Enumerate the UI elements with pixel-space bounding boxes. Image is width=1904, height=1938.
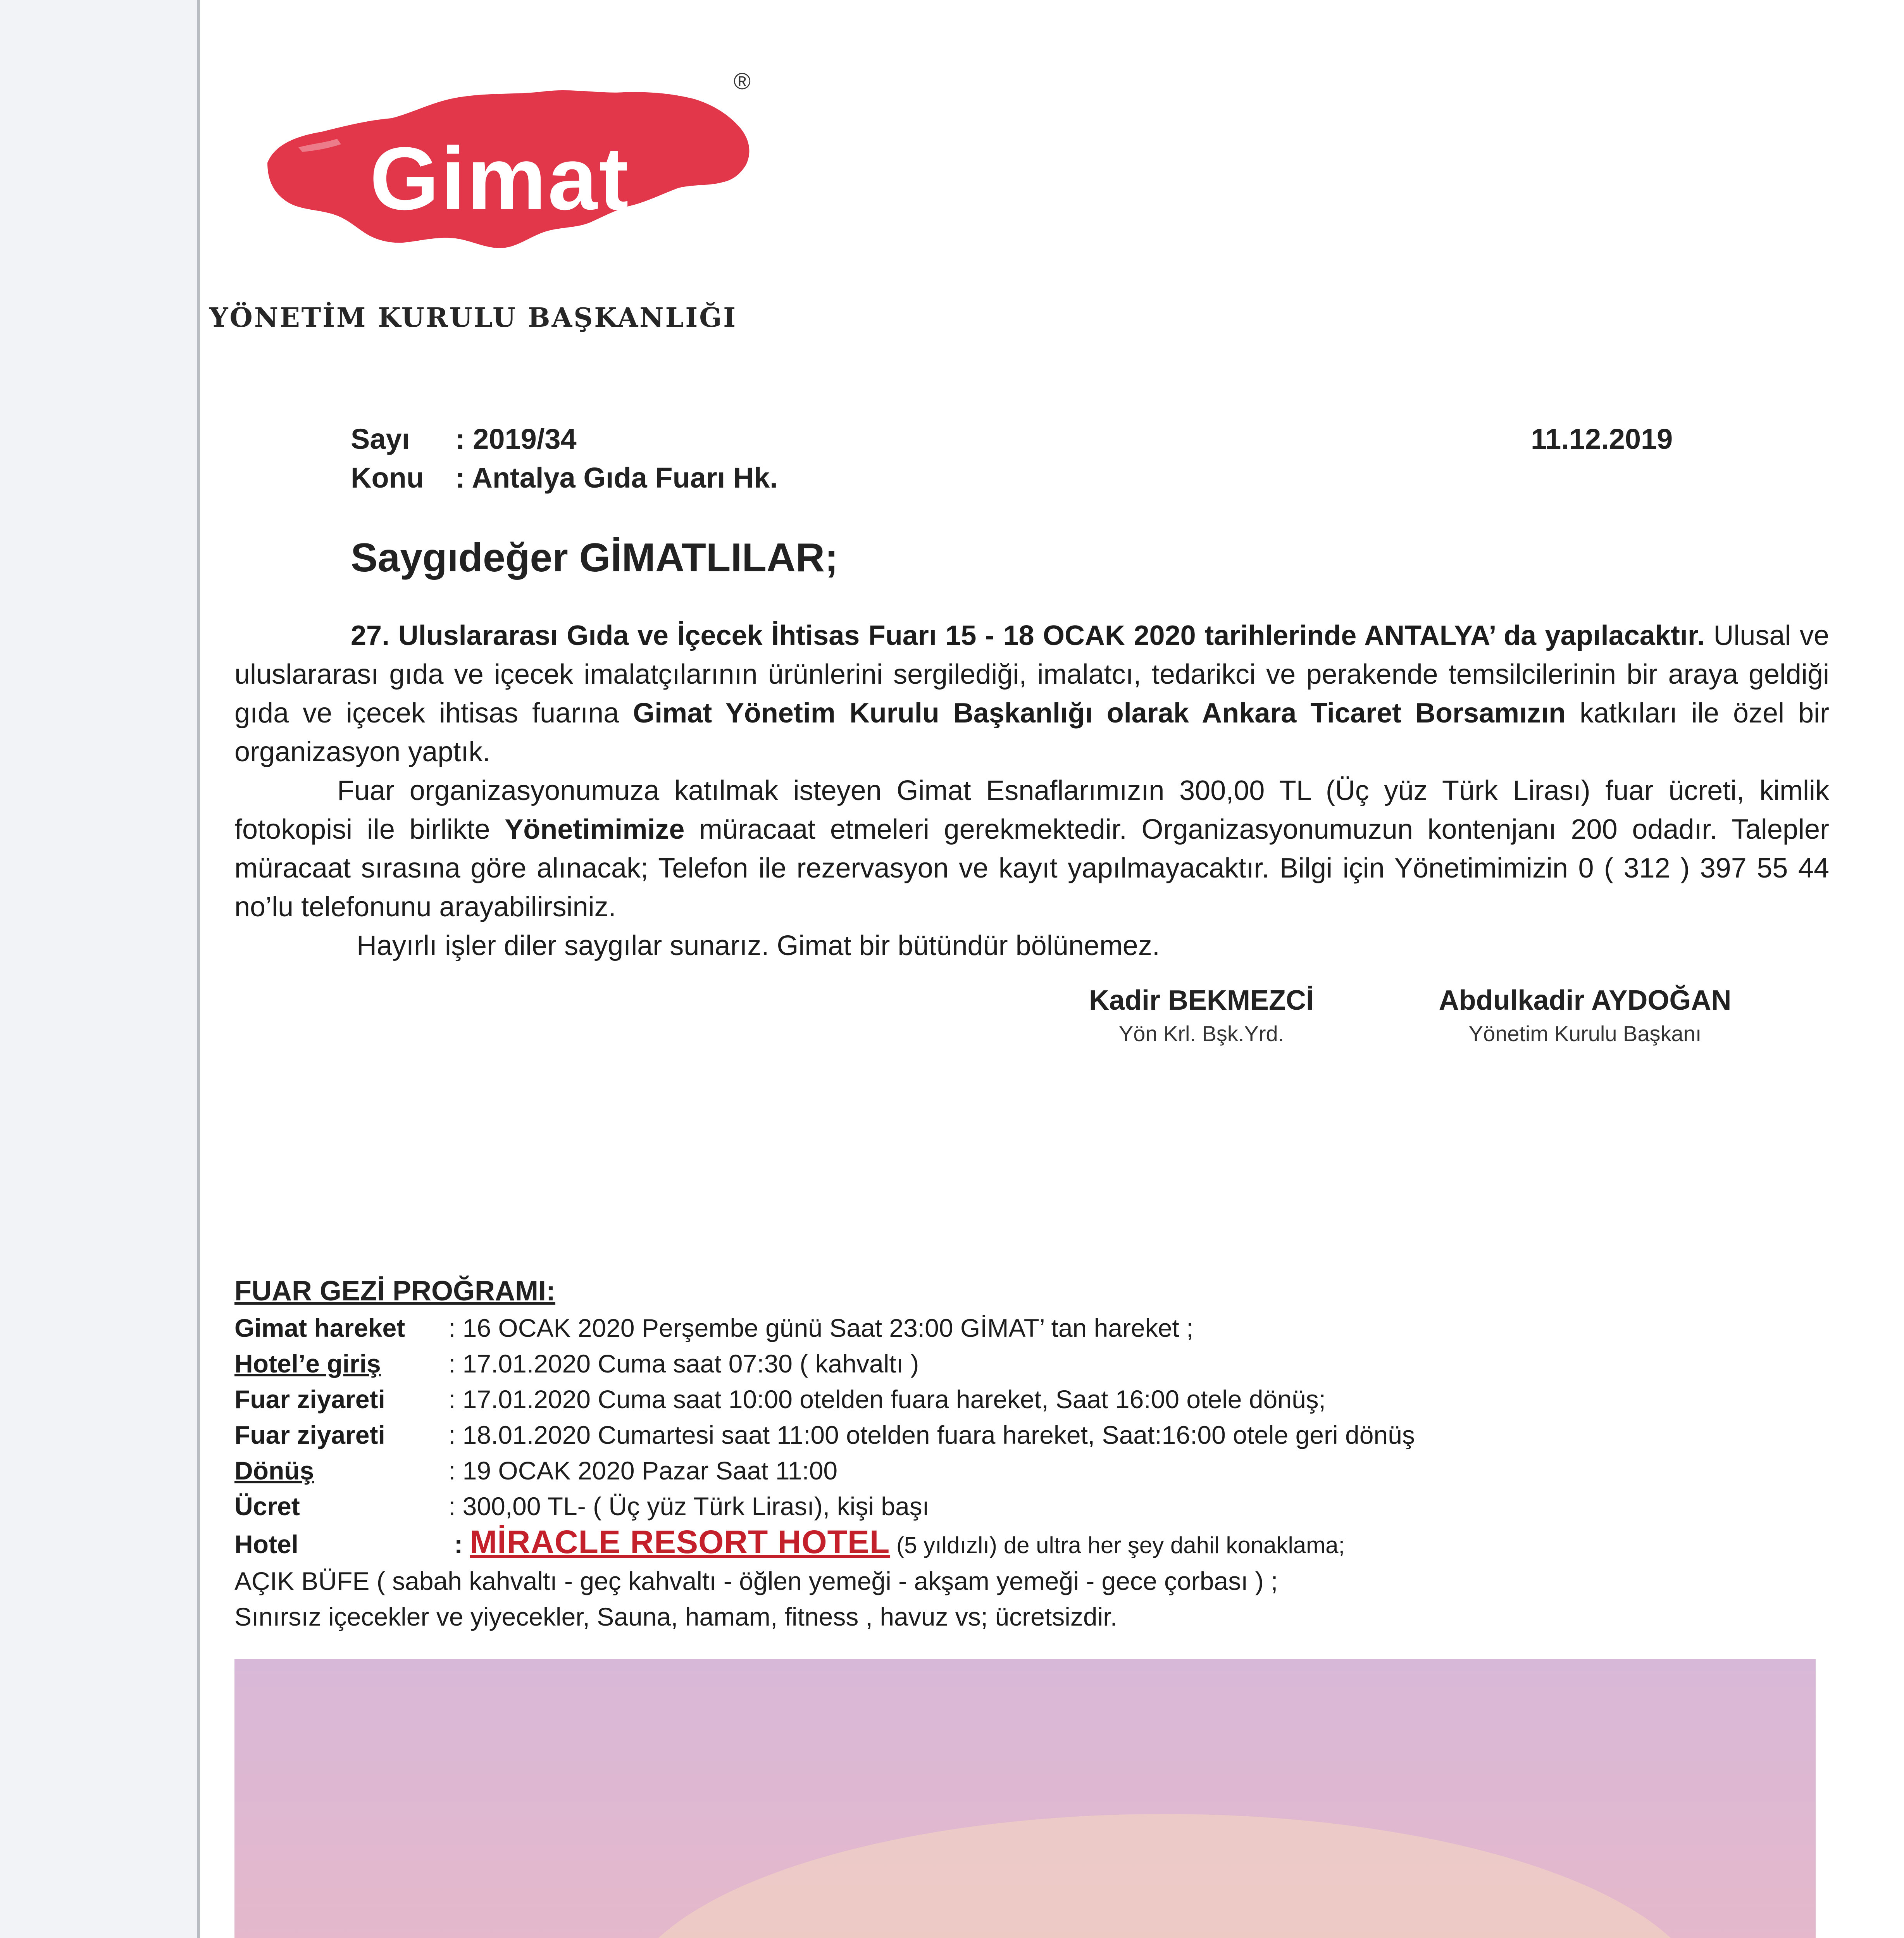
signature-name: Abdulkadir AYDOĞAN <box>1439 985 1732 1016</box>
program-row <box>234 1346 1415 1381</box>
hotel-photo <box>234 1659 1816 1938</box>
paragraph-2-bold-mid: Yönetimimize <box>505 814 685 845</box>
program-row <box>234 1417 1415 1453</box>
paragraph-1-text-b: katkıları ile özel bir organizasyon yaptık. <box>234 698 1830 767</box>
letter-page <box>200 0 1904 1938</box>
program-row <box>234 1488 1415 1524</box>
program-value: : 300,00 TL- ( Üç yüz Türk Lirası), kişi başı <box>448 1492 929 1521</box>
salutation: Saygıdeğer GİMATLILAR; <box>351 535 838 580</box>
program-key: Fuar ziyareti <box>234 1421 385 1449</box>
program-value: : 19 OCAK 2020 Pazar Saat 11:00 <box>448 1456 838 1485</box>
logo-wordmark: Gimat <box>370 129 630 228</box>
signature-chair <box>1387 985 1783 1046</box>
paragraph-3: Hayırlı işler diler saygılar sunarız. Gimat bir bütündür bölünemez. <box>357 930 1160 961</box>
paragraph-1-bold-mid: Gimat Yönetim Kurulu Başkanlığı olarak Ankara Ticaret Borsamızın <box>633 698 1566 729</box>
paragraph-1 <box>234 616 1829 771</box>
signature-name: Kadir BEKMEZCİ <box>1089 985 1314 1016</box>
hotel-colon: : <box>454 1530 470 1559</box>
program-title: FUAR GEZİ PROĞRAMI: <box>234 1276 555 1307</box>
scan-edge-line <box>197 0 200 1938</box>
program-value: : 17.01.2020 Cuma saat 07:30 ( kahvaltı ) <box>448 1349 919 1378</box>
reference-number-label: Sayı <box>351 423 410 455</box>
program-key: Fuar ziyareti <box>234 1385 385 1414</box>
program-key: Dönüş <box>234 1456 314 1485</box>
program-hotel-row <box>234 1524 1415 1563</box>
reference-subject-label: Konu <box>351 462 424 494</box>
program-row <box>234 1453 1415 1488</box>
signature-vice-chair <box>1046 985 1356 1046</box>
registered-mark: ® <box>733 68 751 94</box>
paragraph-1-bold-lead: 27. Uluslararası Gıda ve İçecek İhtisas Fuarı 15 - 18 OCAK 2020 tarihlerinde ANTALYA’ da yapılacaktır. <box>351 620 1705 651</box>
program-list <box>234 1310 1415 1635</box>
paragraph-2-text-a: Fuar organizasyonumuza katılmak isteyen Gimat Esnaflarımızın 300,00 TL (Üç yüz Türk Lirası) fuar ücreti, kimlik fotokopisi ile birlikte <box>234 775 1829 845</box>
program-value: : 18.01.2020 Cumartesi saat 11:00 otelden fuara hareket, Saat:16:00 otele geri dönüş <box>448 1421 1415 1449</box>
reference-subject <box>351 461 778 494</box>
gimat-logo <box>252 47 767 275</box>
program-value: : 16 OCAK 2020 Perşembe günü Saat 23:00 GİMAT’ tan hareket ; <box>448 1314 1194 1342</box>
reference-subject-value: : Antalya Gıda Fuarı Hk. <box>455 462 778 494</box>
scan-edge-strip <box>0 0 197 1938</box>
hotel-description: (5 yıldızlı) de ultra her şey dahil konaklama; <box>890 1532 1345 1558</box>
program-key: Ücret <box>234 1492 300 1521</box>
program-extra-line: Sınırsız içecekler ve yiyecekler, Sauna, hamam, fitness , havuz vs; ücretsizdir. <box>234 1602 1117 1631</box>
program-extra-line: AÇIK BÜFE ( sabah kahvaltı - geç kahvaltı - öğlen yemeği - akşam yemeği - gece çorbası ) ; <box>234 1567 1278 1595</box>
paragraph-1-text-a: Ulusal ve uluslararası gıda ve içecek imalatçılarının ürünlerini sergilediği, imalatcı, tedarikci ve perakende temsilcilerinin bir araya geldiği gıda ve içecek ihtisas fuarına <box>234 620 1830 729</box>
paragraph-2-text-b: müracaat etmeleri gerekmektedir. Organizasyonumuzun kontenjanı 200 odadır. Talepler müracaat sırasına göre alınacak; Telefon ile rezervasyon ve kayıt yapılmayacaktır. Bilgi için Yönetimimizin 0 ( 312 ) 397 55 44 no’lu telefonunu arayabilirsiniz. <box>234 814 1829 922</box>
letter-date: 11.12.2019 <box>1531 423 1673 455</box>
organization-heading: YÖNETİM KURULU BAŞKANLIĞI <box>209 302 737 333</box>
reference-number-value: : 2019/34 <box>455 423 577 455</box>
signature-title: Yönetim Kurulu Başkanı <box>1468 1021 1702 1046</box>
reference-number <box>351 422 577 455</box>
program-value: : 17.01.2020 Cuma saat 10:00 otelden fuara hareket, Saat 16:00 otele dönüş; <box>448 1385 1326 1414</box>
letter-body <box>234 616 1829 965</box>
signature-title: Yön Krl. Bşk.Yrd. <box>1118 1021 1284 1046</box>
program-key: Gimat hareket <box>234 1314 405 1342</box>
paragraph-2 <box>234 771 1829 926</box>
program-key: Hotel’e giriş <box>234 1349 381 1378</box>
hotel-name: MİRACLE RESORT HOTEL <box>470 1524 890 1560</box>
program-row <box>234 1310 1415 1346</box>
program-row <box>234 1381 1415 1417</box>
program-key: Hotel <box>234 1530 298 1559</box>
